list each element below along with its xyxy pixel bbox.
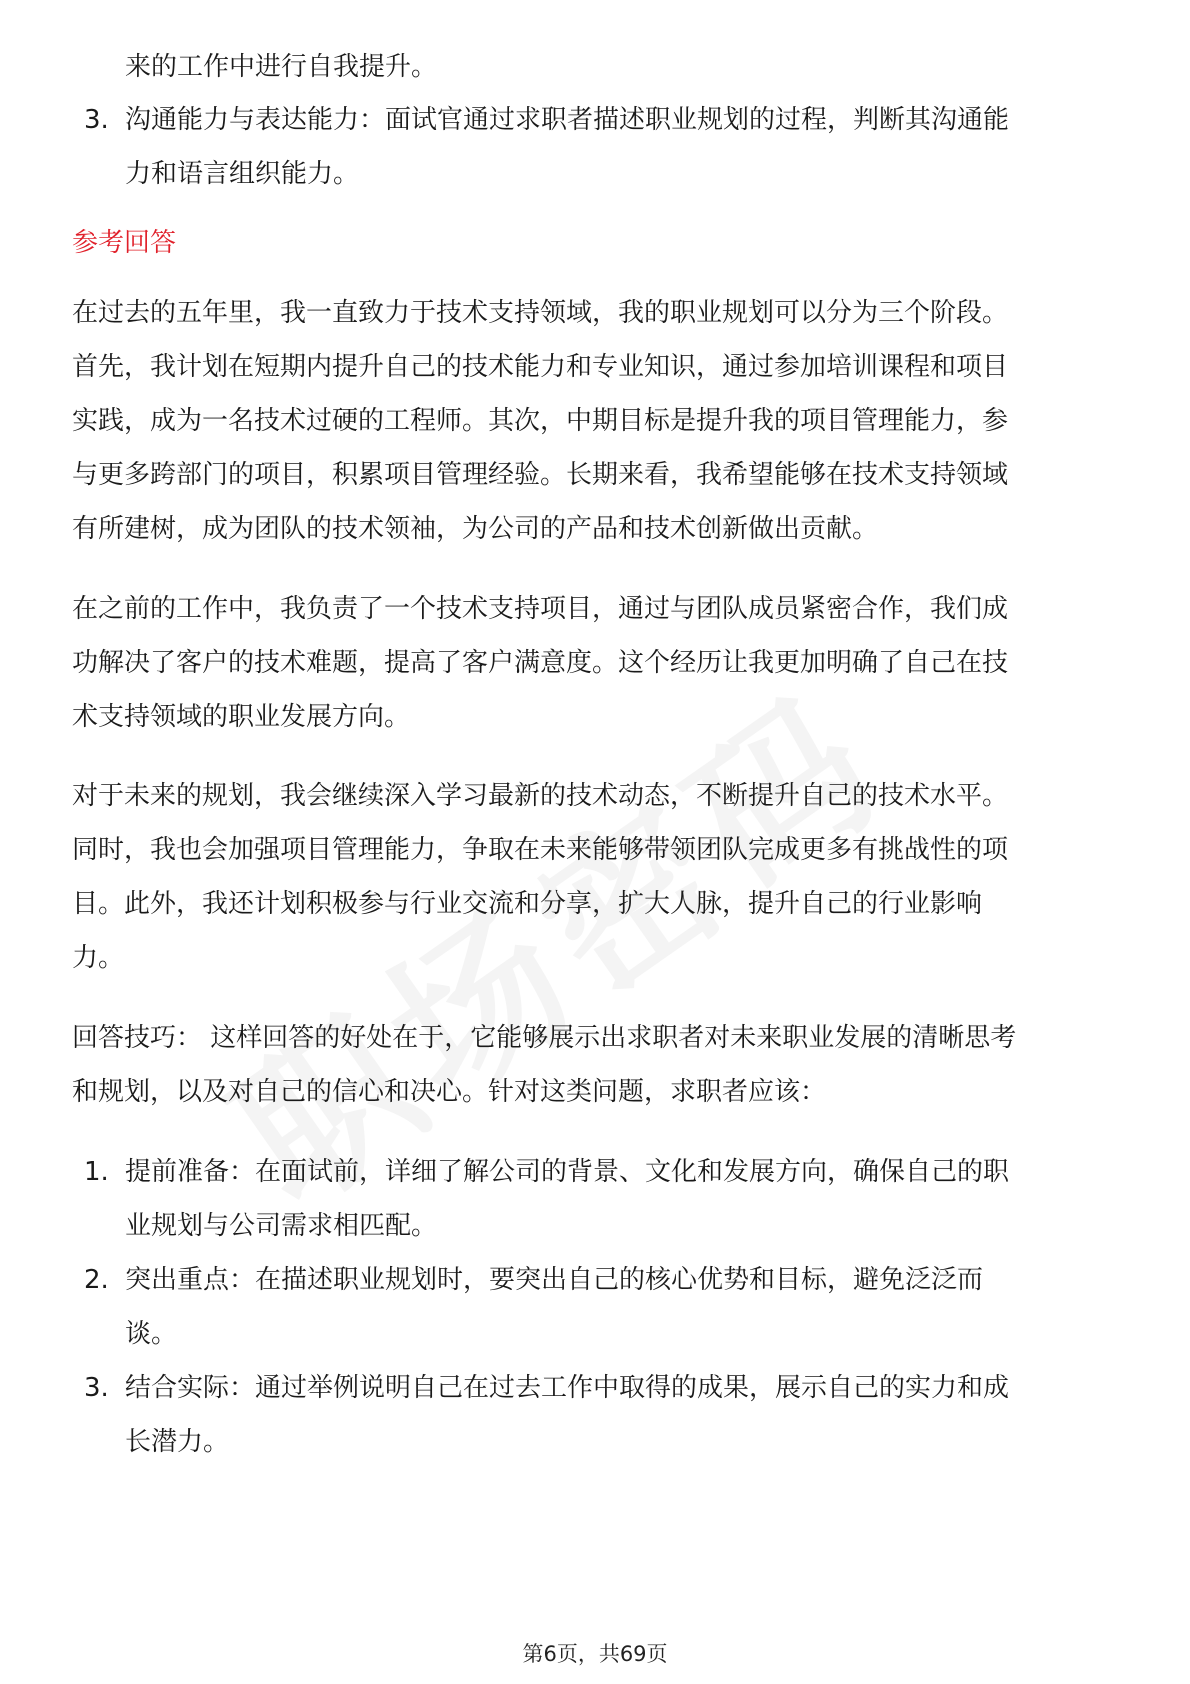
paragraph-line: 实践，成为一名技术过硬的工程师。其次，中期目标是提升我的项目管理能力，参	[72, 406, 1009, 436]
list-item-line: 提前准备：在面试前，详细了解公司的背景、文化和发展方向，确保自己的职	[125, 1157, 1010, 1187]
paragraph-line: 在之前的工作中，我负责了一个技术支持项目，通过与团队成员紧密合作，我们成	[72, 594, 1009, 624]
list-item-line: 长潜力。	[125, 1427, 230, 1457]
list-number: 2.	[84, 1265, 109, 1295]
paragraph-line: 力。	[72, 943, 125, 973]
paragraph-line: 和规划，以及对自己的信心和决心。针对这类问题，求职者应该：	[72, 1077, 827, 1107]
list-item-line: 谈。	[125, 1319, 178, 1349]
list-number: 3.	[84, 1373, 109, 1403]
paragraph-line: 对于未来的规划，我会继续深入学习最新的技术动态，不断提升自己的技术水平。	[72, 781, 1009, 811]
paragraph-line: 有所建树，成为团队的技术领袖，为公司的产品和技术创新做出贡献。	[72, 514, 879, 544]
list-item-line: 沟通能力与表达能力：面试官通过求职者描述职业规划的过程，判断其沟通能	[125, 105, 1010, 135]
paragraph-line: 在过去的五年里，我一直致力于技术支持领域，我的职业规划可以分为三个阶段。	[72, 298, 1009, 328]
paragraph-line: 功解决了客户的技术难题，提高了客户满意度。这个经历让我更加明确了自己在技	[72, 648, 1009, 678]
list-number: 3.	[84, 105, 109, 135]
section-heading: 参考回答	[72, 228, 177, 258]
list-item-line: 突出重点：在描述职业规划时，要突出自己的核心优势和目标，避免泛泛而	[125, 1265, 984, 1295]
list-item-line: 结合实际：通过举例说明自己在过去工作中取得的成果，展示自己的实力和成	[125, 1373, 1010, 1403]
paragraph-line: 与更多跨部门的项目，积累项目管理经验。长期来看，我希望能够在技术支持领域	[72, 460, 1009, 490]
paragraph-line: 术支持领域的职业发展方向。	[72, 702, 411, 732]
list-item-line: 业规划与公司需求相匹配。	[125, 1211, 438, 1241]
paragraph-line: 同时，我也会加强项目管理能力，争取在未来能够带领团队完成更多有挑战性的项	[72, 835, 1009, 865]
paragraph-line: 首先，我计划在短期内提升自己的技术能力和专业知识，通过参加培训课程和项目	[72, 352, 1009, 382]
paragraph-line: 回答技巧： 这样回答的好处在于，它能够展示出求职者对未来职业发展的清晰思考	[72, 1023, 1017, 1053]
page-footer: 第6页，共69页	[522, 1642, 668, 1666]
list-item-line: 力和语言组织能力。	[125, 159, 360, 189]
paragraph-line: 目。此外，我还计划积极参与行业交流和分享，扩大人脉，提升自己的行业影响	[72, 889, 983, 919]
list-number: 1.	[84, 1157, 109, 1187]
list-item-continuation: 来的工作中进行自我提升。	[125, 52, 438, 82]
